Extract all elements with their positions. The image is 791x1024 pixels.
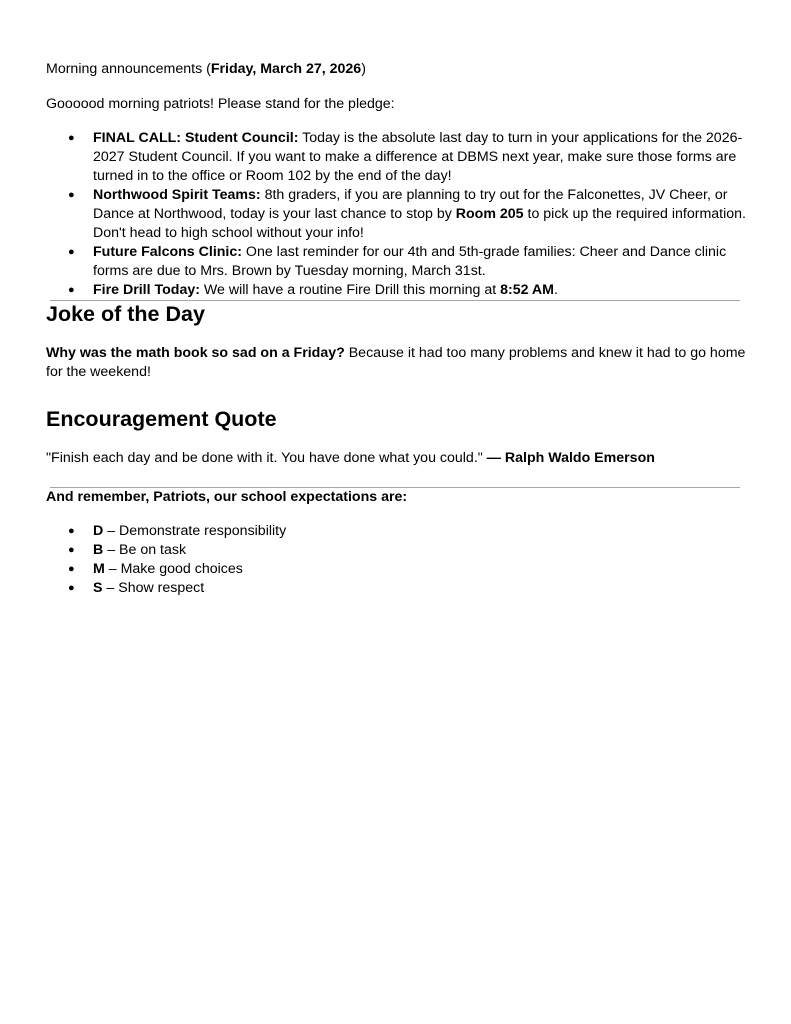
room-number: Room 205 (455, 206, 524, 222)
header-date: Friday, March 27, 2026 (210, 61, 362, 77)
item-text: One last reminder for our 4th and 5th-grade families: Cheer and Dance clinic forms are due to Mrs. Brown by Tuesday morning, March 31st. (93, 244, 727, 279)
list-item (46, 186, 746, 243)
item-title: Future Falcons Clinic: (93, 244, 242, 260)
header-suffix: ) (361, 61, 366, 77)
document-page (46, 60, 746, 598)
item-title: Fire Drill Today: (93, 282, 200, 298)
item-text: Today is the absolute last day to turn in your applications for the 2026-2027 Student Council. If you want to make a difference at DBMS next year, make sure those forms are turned in to the office or Room 102 by the end of the day! (93, 130, 743, 184)
list-item (46, 243, 746, 281)
list-item (46, 129, 746, 186)
expectation-text: – Show respect (102, 580, 205, 596)
expectations-intro (46, 488, 746, 507)
expectation-text: – Be on task (103, 542, 187, 558)
item-text: 8th graders, if you are planning to try out for the Falconettes, JV Cheer, or Dance at Northwood, today is your last chance to stop by (93, 187, 728, 222)
pledge-line: Goooood morning patriots! Please stand for the pledge: (46, 96, 395, 112)
expectation-letter: B (93, 542, 104, 558)
quote-body: "Finish each day and be done with it. You have done what you could." (46, 450, 487, 466)
item-title: Northwood Spirit Teams: (93, 187, 261, 203)
quote-author: — Ralph Waldo Emerson (486, 450, 655, 466)
expectation-text: – Demonstrate responsibility (103, 523, 287, 539)
joke-heading: Joke of the Day (46, 302, 205, 326)
header-prefix: Morning announcements ( (46, 61, 211, 77)
drill-time: 8:52 AM (500, 282, 554, 298)
expectation-letter: M (93, 561, 105, 577)
announcement-list (46, 129, 746, 300)
expectations-intro-text: And remember, Patriots, our school expectations are: (46, 489, 408, 505)
expectation-text: – Make good choices (104, 561, 243, 577)
item-text: We will have a routine Fire Drill this morning at (199, 282, 501, 298)
joke-text (46, 344, 746, 382)
expectation-letter: D (93, 523, 104, 539)
joke-question: Why was the math book so sad on a Friday? (46, 345, 345, 361)
quote-heading: Encouragement Quote (46, 407, 277, 431)
joke-answer: Because it had too many problems and knew it had to go home for the weekend! (46, 345, 746, 380)
expectations-list (46, 522, 746, 598)
item-title: FINAL CALL: Student Council: (93, 130, 299, 146)
list-item (46, 579, 746, 598)
list-item (46, 541, 746, 560)
list-item (46, 281, 746, 300)
quote-text (46, 449, 746, 468)
list-item (46, 560, 746, 579)
list-item (46, 522, 746, 541)
item-text: to pick up the required information. Don't head to high school without your info! (93, 206, 746, 241)
expectation-letter: S (93, 580, 103, 596)
item-text-end: . (553, 282, 558, 298)
announcement-header (46, 60, 746, 79)
